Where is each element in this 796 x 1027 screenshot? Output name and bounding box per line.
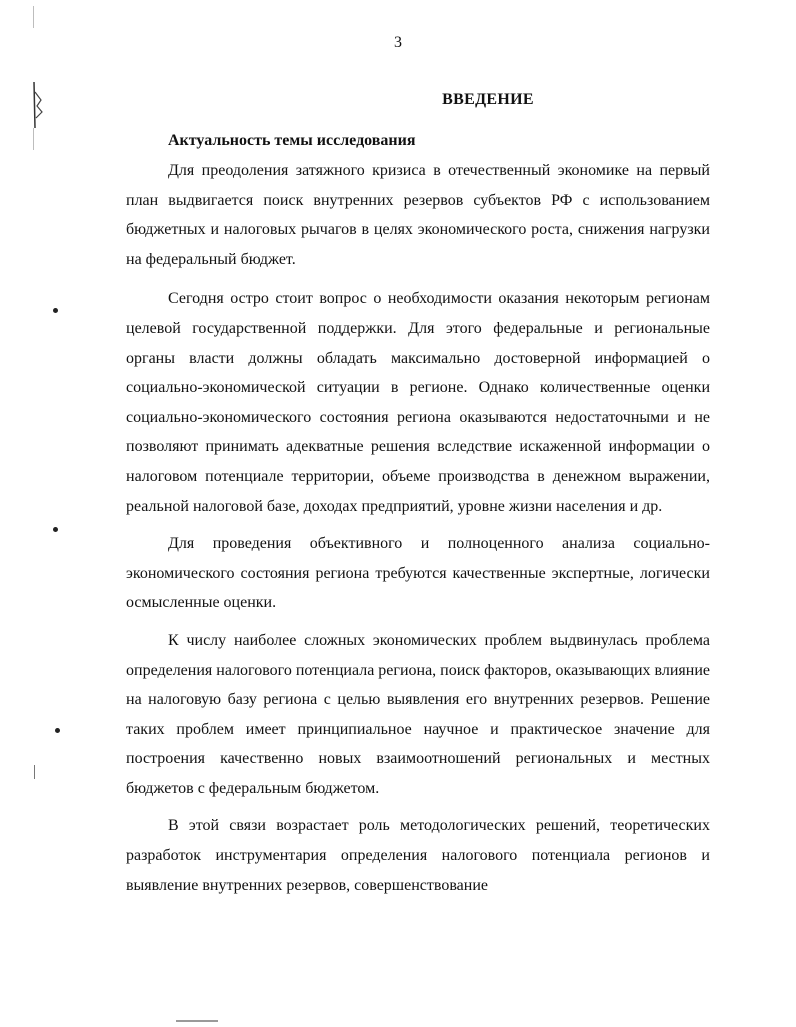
- paragraph: В этой связи возрастает роль методологических решений, теоретических разработок инструментария определения налогового потенциала регионов и выявление внутренних резервов, совершенствование: [126, 817, 710, 894]
- section-heading: Актуальность темы исследования: [168, 132, 416, 149]
- punch-hole-mark: [53, 527, 58, 532]
- scan-edge-line: [34, 765, 35, 779]
- scan-edge-line: [33, 128, 34, 150]
- paragraph: Для проведения объективного и полноценного анализа социально-экономического состояния региона требуются качественные экспертные, логически осмысленные оценки.: [126, 535, 710, 612]
- paragraph: К числу наиболее сложных экономических проблем выдвинулась проблема определения налогового потенциала региона, поиск факторов, оказывающих влияние на налоговую базу региона с целью выявления его внутренних резервов. Решение таких проблем имеет принципиальное научное и практическое значение для построения качественно новых взаимоотношений региональных и местных бюджетов с федеральным бюджетом.: [126, 631, 711, 797]
- punch-hole-mark: [55, 728, 60, 733]
- chapter-heading: ВВЕДЕНИЕ: [442, 91, 534, 108]
- page-number: 3: [394, 34, 402, 51]
- scan-bottom-mark: [176, 1020, 218, 1022]
- paragraph: Сегодня остро стоит вопрос о необходимости оказания некоторым регионам целевой государственной поддержки. Для этого федеральные и региональные органы власти должны обладать максимально достоверной информацией о социально-экономической ситуации в регионе. Однако количественные оценки социально-экономического состояния региона оказываются недостаточными и не позволяют принимать адекватные решения вследствие искаженной информации о налоговом потенциале территории, объеме производства в денежном выражении, реальной налоговой базе, доходах предприятий, уровне жизни населения и др.: [126, 290, 710, 515]
- scan-smudge: [31, 82, 45, 128]
- paragraph: Для преодоления затяжного кризиса в отечественный экономике на первый план выдвигается поиск внутренних резервов субъектов РФ с использованием бюджетных и налоговых рычагов в целях экономического роста, снижения нагрузки на федеральный бюджет.: [126, 162, 710, 268]
- document-body: [126, 156, 710, 900]
- punch-hole-mark: [53, 308, 58, 313]
- scan-edge-line: [33, 6, 34, 28]
